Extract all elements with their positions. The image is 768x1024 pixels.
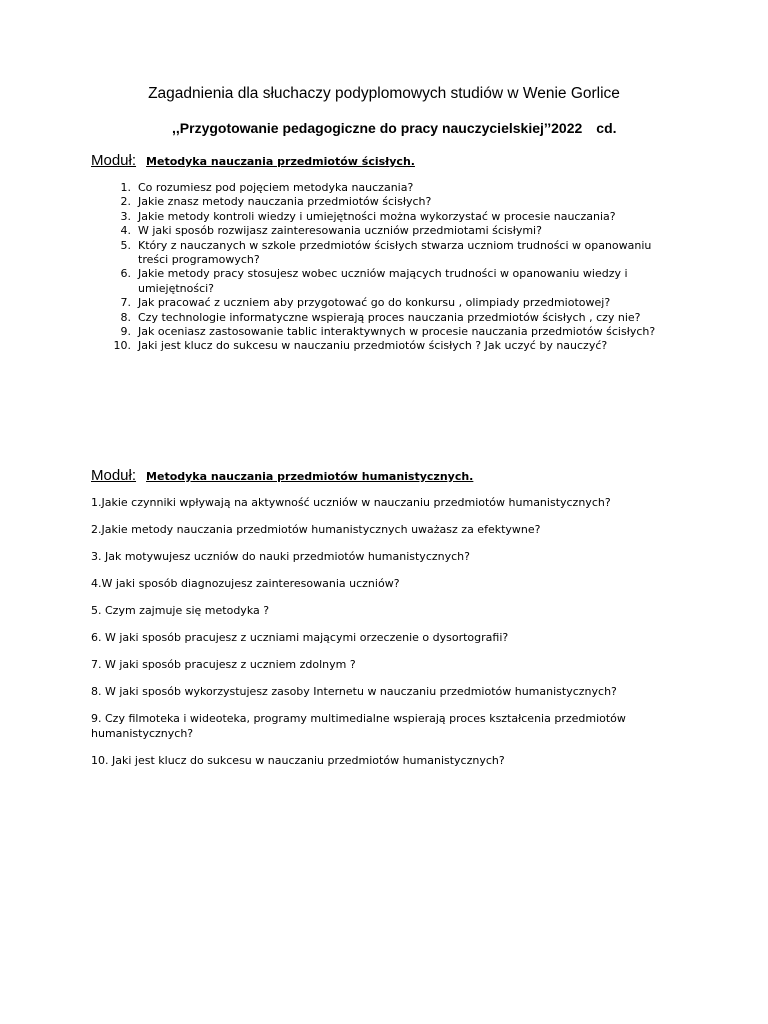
list-item [111,210,683,224]
item-text: Jak oceniasz zastosowanie tablic interaktywnych w procesie nauczania przedmiotów ścisłych? [138,325,656,339]
list-item [111,311,683,325]
item-text: W jaki sposób rozwijasz zainteresowania uczniów przedmiotami ścisłymi? [138,224,542,238]
item-number: 4. [120,224,131,238]
item-text: Jakie metody kontroli wiedzy i umiejętności można wykorzystać w procesie nauczania? [138,209,616,223]
sciences-question-list [111,181,683,354]
question-paragraph: 7. W jaki sposób pracujesz z uczniem zdolnym ? [91,658,356,671]
course-title [172,118,617,138]
item-text: Jakie metody pracy stosujesz wobec uczniów mających trudności w opanowaniu wiedzy i umiejętności? [138,267,628,295]
question-paragraph: 4.W jaki sposób diagnozujesz zainteresowania uczniów? [91,577,400,590]
item-text: Który z nauczanych w szkole przedmiotów ścisłych stwarza uczniom trudności w opanowaniu treści programowych? [138,238,652,267]
list-item [111,325,683,339]
list-item [111,339,683,353]
list-item [111,195,683,209]
item-text: Czy technologie informatyczne wspierają proces nauczania przedmiotów ścisłych , czy nie? [138,310,641,324]
item-number: 6. [120,267,131,281]
module-heading-sciences [91,151,415,171]
course-name: ,,Przygotowanie pedagogiczne do pracy nauczycielskiej’’2022 [172,120,583,136]
item-number: 1. [120,181,131,194]
item-text: Jaki jest klucz do sukcesu w nauczaniu przedmiotów ścisłych ? Jak uczyć by nauczyć? [138,339,608,353]
list-item [111,181,683,195]
item-number: 9. [120,325,131,339]
list-item [111,267,683,296]
module-name: Metodyka nauczania przedmiotów ścisłych. [146,155,415,168]
item-number: 5. [120,238,131,252]
question-paragraph: 6. W jaki sposób pracujesz z uczniami mającymi orzeczenie o dysortografii? [91,631,509,644]
course-suffix: cd. [596,120,617,136]
item-number: 3. [120,209,131,223]
list-item [111,239,683,268]
document-title: Zagadnienia dla słuchaczy podyplomowych studiów w Wenie Gorlice [148,85,620,102]
question-paragraph: 9. Czy filmoteka i wideoteka, programy multimedialne wspierają proces kształcenia przedmiotów humanistycznych? [91,712,626,740]
question-paragraph: 2.Jakie metody nauczania przedmiotów humanistycznych uważasz za efektywne? [91,523,541,536]
item-text: Co rozumiesz pod pojęciem metodyka nauczania? [138,181,414,194]
question-paragraph: 8. W jaki sposób wykorzystujesz zasoby Internetu w nauczaniu przedmiotów humanistycznych? [91,685,617,698]
question-paragraph: 1.Jakie czynniki wpływają na aktywność uczniów w nauczaniu przedmiotów humanistycznych? [91,496,611,509]
question-paragraph: 10. Jaki jest klucz do sukcesu w nauczaniu przedmiotów humanistycznych? [91,753,505,767]
item-number: 10. [113,339,131,353]
module-label: Moduł: [91,152,137,169]
list-item [111,224,683,238]
module-heading-humanities [91,466,473,486]
question-paragraph: 3. Jak motywujesz uczniów do nauki przedmiotów humanistycznych? [91,550,470,563]
list-item [111,296,683,310]
item-number: 2. [120,195,131,209]
module-label: Moduł: [91,467,137,484]
item-number: 7. [120,296,131,310]
item-text: Jak pracować z uczniem aby przygotować go do konkursu , olimpiady przedmiotowej? [138,296,611,310]
humanities-question-list [91,496,681,781]
module-name: Metodyka nauczania przedmiotów humanistycznych. [146,470,474,483]
question-paragraph: 5. Czym zajmuje się metodyka ? [91,604,270,617]
item-text: Jakie znasz metody nauczania przedmiotów ścisłych? [138,195,432,209]
item-number: 8. [120,310,131,324]
